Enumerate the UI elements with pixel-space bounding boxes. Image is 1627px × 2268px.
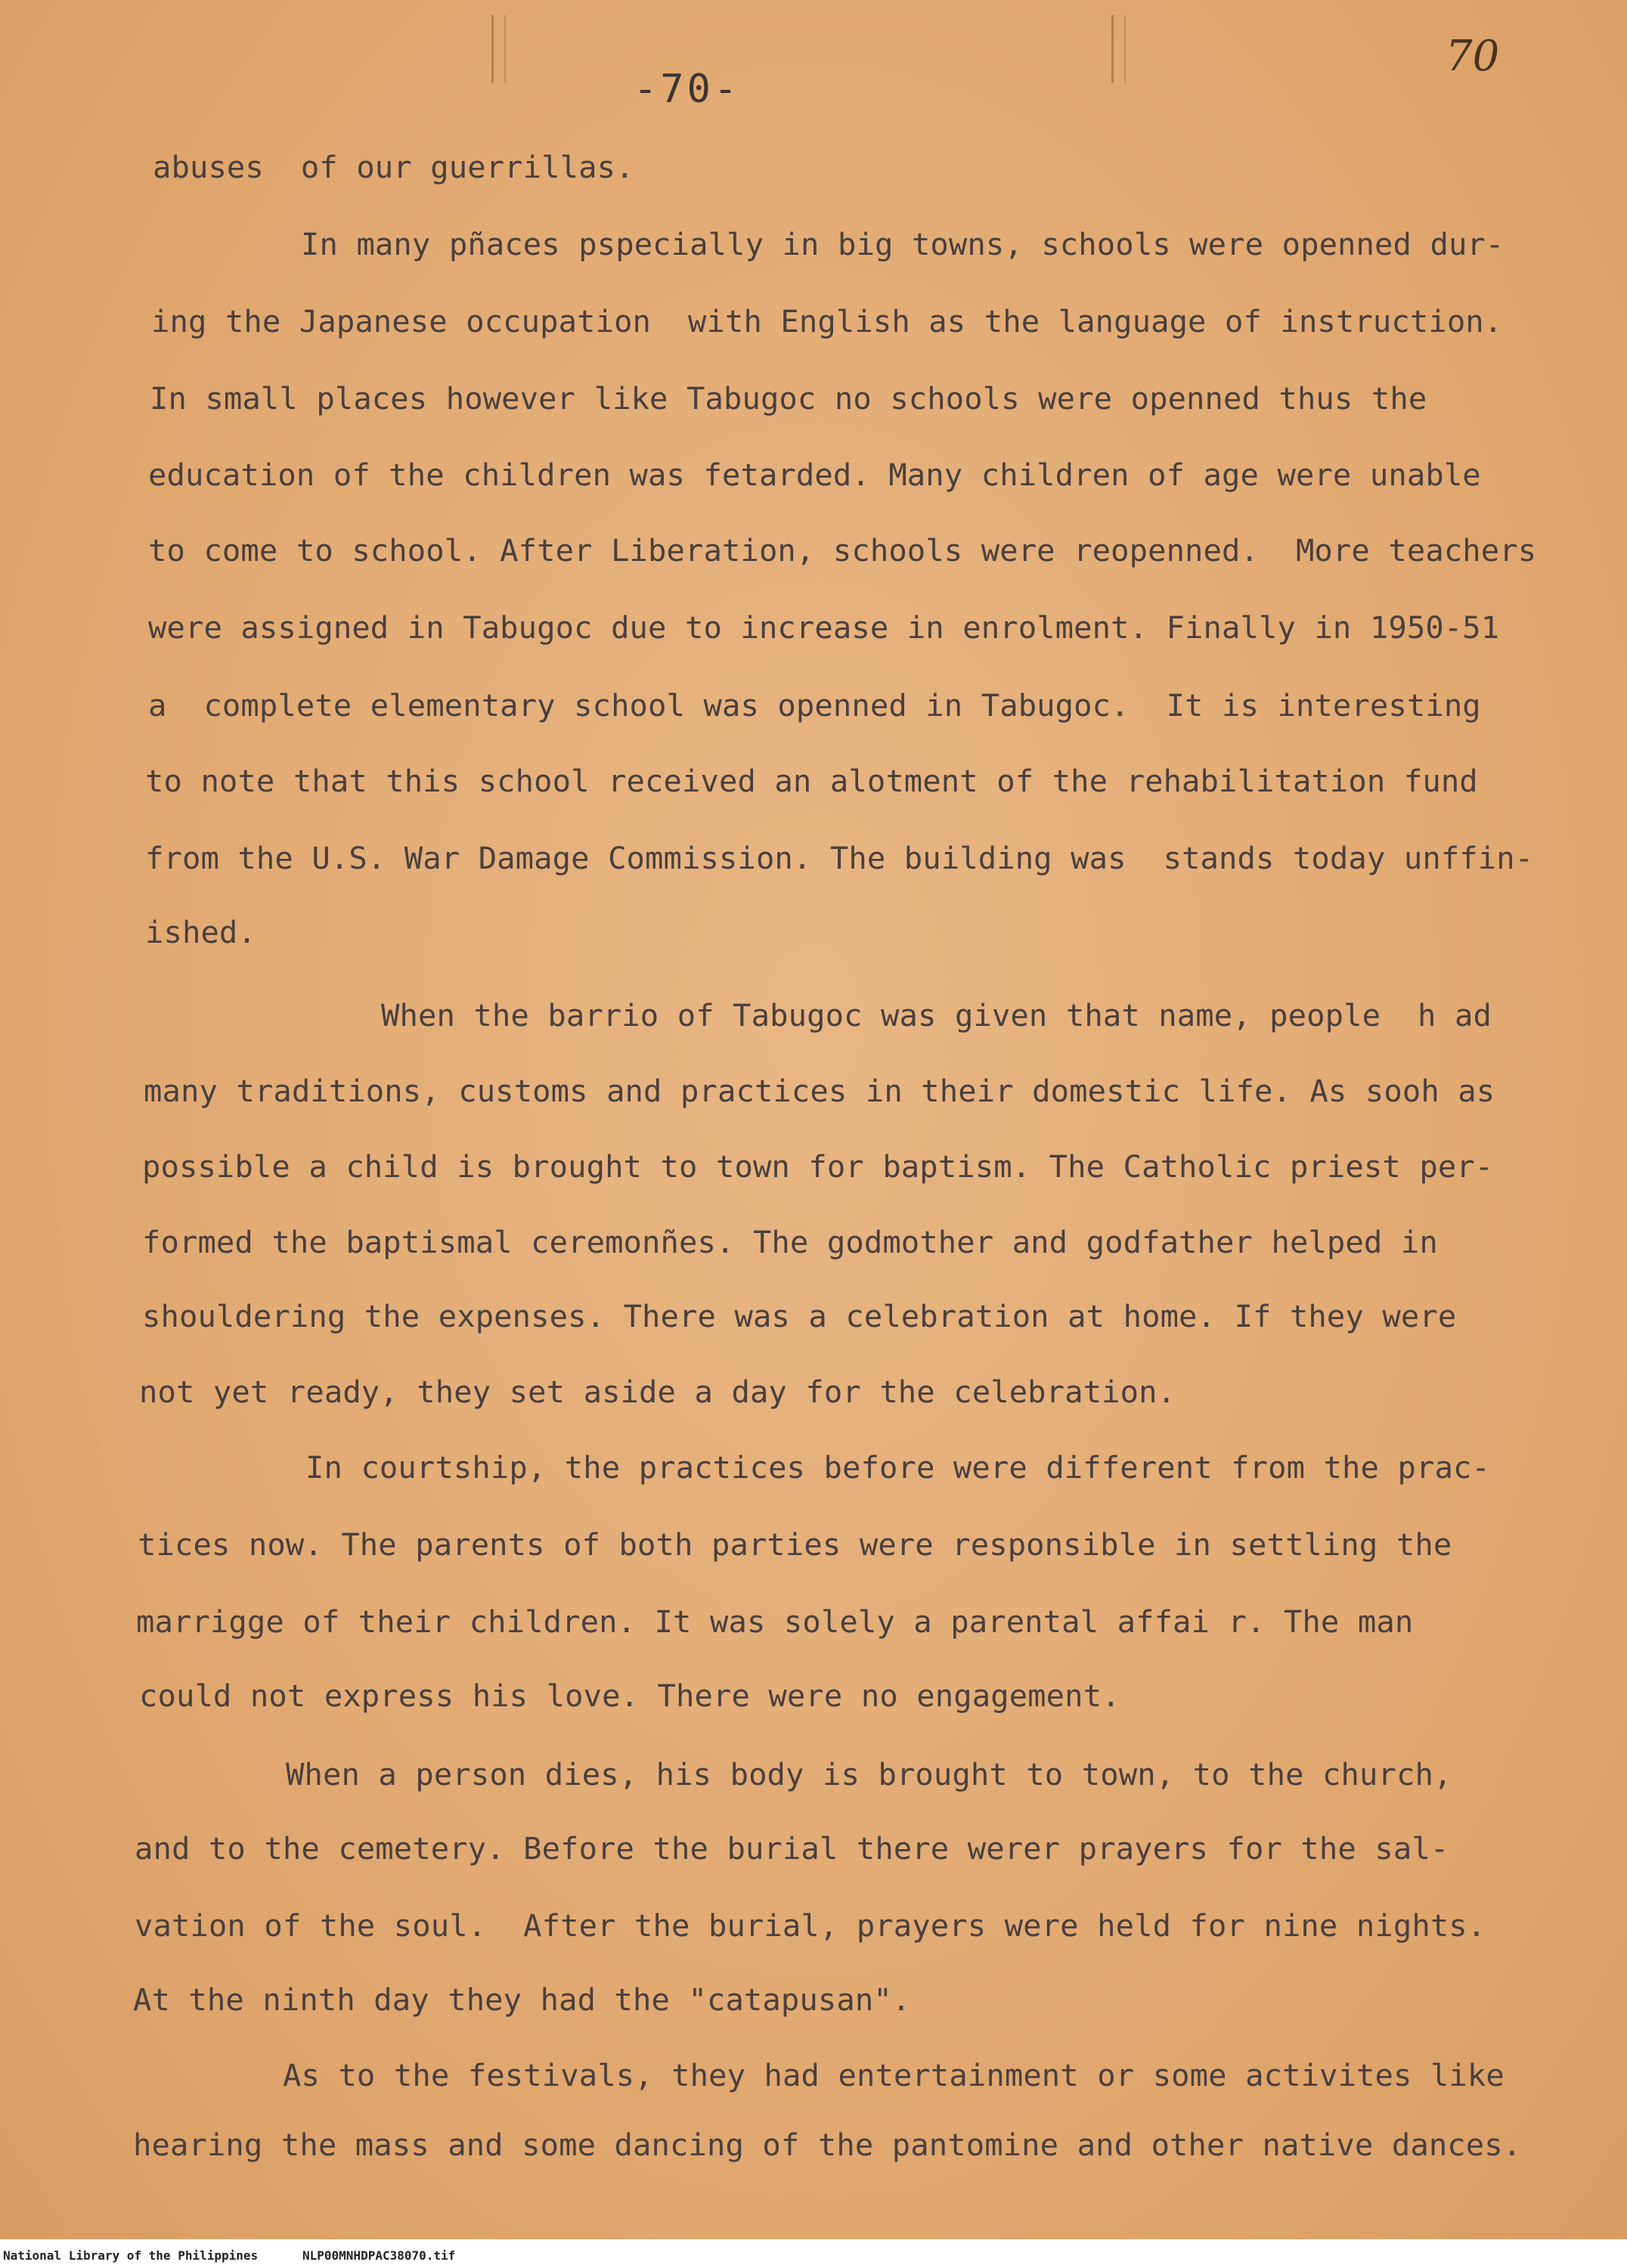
text-line: hearing the mass and some dancing of the pantomine and other native dances. <box>133 2127 1522 2163</box>
text-line: a complete elementary school was openned in Tabugoc. It is interesting <box>148 687 1481 723</box>
footer-filename: NLP00MNHDPAC38070.tif <box>302 2248 456 2263</box>
text-line: were assigned in Tabugoc due to increase in enrolment. Finally in 1950-51 <box>148 609 1500 646</box>
text-line: In small places however like Tabugoc no schools were openned thus the <box>150 380 1427 417</box>
text-line: ing the Japanese occupation with English as the language of instruction. <box>151 303 1503 339</box>
text-line: to note that this school received an alotment of the rehabilitation fund <box>145 763 1478 799</box>
text-line: At the ninth day they had the "catapusan". <box>133 1981 911 2018</box>
text-line: When the barrio of Tabugoc was given that name, people h ad <box>381 997 1492 1033</box>
text-line: from the U.S. War Damage Commission. The building was stands today unffin- <box>145 840 1534 876</box>
text-line: could not express his love. There were no engagement. <box>139 1678 1120 1714</box>
text-line: and to the cemetery. Before the burial there werer prayers for the sal- <box>135 1830 1449 1867</box>
text-line: marrigge of their children. It was solely a parental affai r. The man <box>136 1603 1414 1640</box>
text-line: vation of the soul. After the burial, prayers were held for nine nights. <box>135 1907 1486 1944</box>
handwritten-page-number: 70 <box>1446 32 1500 81</box>
text-line: to come to school. After Liberation, schools were reopenned. More teachers <box>148 532 1537 569</box>
text-line: In courtship, the practices before were different from the prac- <box>305 1449 1490 1486</box>
typed-page-number: -70- <box>634 67 741 112</box>
text-line: possible a child is brought to town for baptism. The Catholic priest per- <box>142 1148 1494 1185</box>
text-line: shouldering the expenses. There was a celebration at home. If they were <box>142 1298 1457 1334</box>
text-line: In many pñaces pspecially in big towns, schools were openned dur- <box>301 226 1505 262</box>
text-line: many traditions, customs and practices in their domestic life. As sooh as <box>144 1073 1495 1109</box>
text-line: abuses of our guerrillas. <box>153 149 634 185</box>
text-line: formed the baptismal ceremonñes. The godmother and godfather helped in <box>142 1224 1438 1260</box>
scan-footer <box>0 2239 1627 2268</box>
text-line: education of the children was fetarded. Many children of age were unable <box>148 457 1481 493</box>
text-line: ished. <box>145 914 256 950</box>
text-line: When a person dies, his body is brought to town, to the church, <box>286 1756 1452 1792</box>
footer-institution: National Library of the Philippines <box>3 2248 259 2263</box>
text-line: As to the festivals, they had entertainment or some activites like <box>283 2057 1505 2093</box>
text-line: tices now. The parents of both parties were responsible in settling the <box>138 1526 1452 1563</box>
text-line: not yet ready, they set aside a day for the celebration. <box>139 1374 1176 1410</box>
